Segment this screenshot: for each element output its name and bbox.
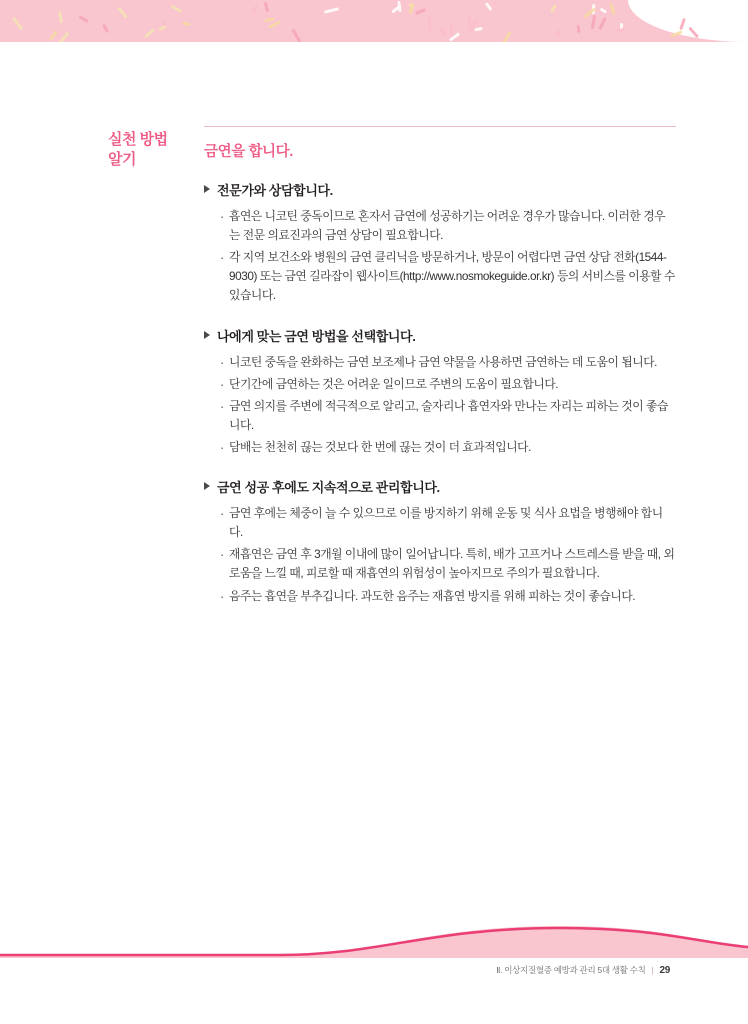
triangle-bullet-icon (204, 482, 210, 490)
page-number: 29 (659, 964, 670, 976)
content-column (204, 126, 676, 626)
list-item: · 니코틴 중독을 완화하는 금연 보조제나 금연 약물을 사용하면 금연하는 데 도움이 됩니다. (220, 353, 676, 372)
confetti-decoration (117, 7, 128, 19)
confetti-decoration (556, 29, 561, 36)
marker-title-line-1: 실천 방법 (108, 131, 168, 148)
confetti-decoration (171, 5, 183, 13)
list-item: · 흡연은 니코틴 중독이므로 혼자서 금연에 성공하기는 어려운 경우가 많습니다. 이러한 경우는 전문 의료진과의 금연 상담이 필요합니다. (220, 207, 676, 245)
block-heading-text: 금연 성공 후에도 지속적으로 관리합니다. (217, 480, 440, 496)
section-marker-title (108, 130, 198, 171)
footer-separator: | (651, 965, 654, 975)
footer (496, 964, 670, 976)
confetti-decoration (159, 25, 167, 31)
list-item: · 담배는 천천히 끊는 것보다 한 번에 끊는 것이 더 효과적입니다. (220, 438, 676, 457)
list-item: · 금연 의지를 주변에 적극적으로 알리고, 술자리나 흡연자와 만나는 자리는 피하는 것이 좋습니다. (220, 397, 676, 435)
list-item: · 각 지역 보건소와 병원의 금연 클리닉을 방문하거나, 방문이 어렵다면 금연 상담 전화(1544-9030) 또는 금연 길라잡이 웹사이트(http://www.nosmokeguide.or.kr) 등의 서비스를 이용할 수 있습니다. (220, 248, 676, 305)
content-block (204, 477, 676, 606)
confetti-decoration (182, 21, 190, 26)
confetti-decoration (474, 27, 483, 31)
confetti-decoration (599, 7, 607, 13)
footer-chapter-label: Ⅱ. 이상지질혈증 예방과 관리 5대 생활 수칙 (496, 965, 646, 975)
confetti-decoration (576, 25, 580, 34)
confetti-decoration (485, 2, 493, 11)
block-heading (204, 326, 676, 345)
confetti-decoration (549, 4, 556, 13)
confetti-decoration (415, 8, 426, 15)
confetti-decoration (265, 18, 275, 23)
decorative-top-banner (0, 0, 748, 42)
confetti-decoration (49, 30, 58, 40)
confetti-decoration (324, 7, 339, 13)
block-heading (204, 180, 676, 199)
confetti-decoration (58, 11, 62, 23)
page-title: 금연을 합니다. (204, 144, 293, 160)
content-block (204, 180, 676, 306)
confetti-decoration (609, 3, 615, 15)
confetti-decoration (599, 17, 607, 30)
confetti-decoration (252, 4, 258, 12)
confetti-decoration (144, 28, 155, 39)
confetti-decoration (78, 15, 88, 23)
triangle-bullet-icon (204, 331, 210, 339)
confetti-decoration (291, 28, 301, 42)
confetti-decoration (102, 24, 109, 33)
confetti-decoration (263, 2, 269, 13)
confetti-decoration (502, 32, 512, 42)
confetti-decoration (57, 32, 69, 42)
confetti-decoration (591, 15, 596, 30)
block-heading-text: 전문가와 상담합니다. (217, 183, 333, 198)
marker-title-line-2: 알기 (108, 151, 136, 169)
confetti-decoration (427, 17, 431, 32)
confetti-decoration (450, 22, 454, 34)
list-item: · 음주는 흡연을 부추깁니다. 과도한 음주는 재흡연 방지를 위해 피하는 것이 좋습니다. (220, 587, 676, 606)
list-item: · 단기간에 금연하는 것은 어려운 일이므로 주변의 도움이 필요합니다. (220, 375, 676, 394)
block-heading (204, 477, 676, 496)
list-item: · 재흡연은 금연 후 3개월 이내에 많이 일어납니다. 특히, 배가 고프거나 스트레스를 받을 때, 외로움을 느낄 때, 피로할 때 재흡연의 위험성이 높아지므로 주의가 필요합니다. (220, 545, 676, 583)
title-divider (204, 126, 676, 127)
confetti-decoration (439, 28, 447, 35)
triangle-bullet-icon (204, 185, 210, 193)
list-item: · 금연 후에는 체중이 늘 수 있으므로 이를 방지하기 위해 운동 및 식사 요법을 병행해야 합니다. (220, 504, 676, 542)
confetti-decoration (614, 28, 625, 34)
confetti-decoration (12, 16, 23, 30)
block-heading-text: 나에게 맞는 금연 방법을 선택합니다. (217, 328, 416, 344)
block-list (204, 504, 676, 606)
confetti-decoration (468, 15, 471, 29)
block-list (204, 207, 676, 306)
banner-corner-curve (628, 0, 748, 42)
block-list (204, 353, 676, 458)
content-block (204, 326, 676, 458)
footer-wave-decoration (0, 924, 748, 958)
